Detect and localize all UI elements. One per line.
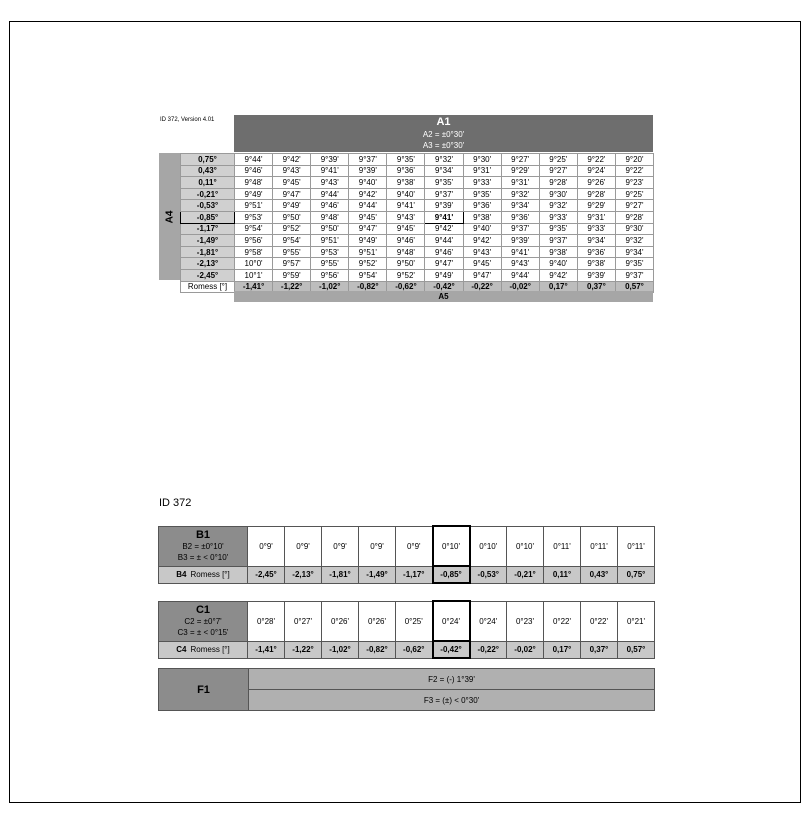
table-cell: 9°39' <box>349 165 387 177</box>
table-cell: 9°53' <box>311 246 349 258</box>
romess-value: -0,22° <box>470 641 507 658</box>
romess-value: -0,82° <box>359 641 396 658</box>
value-cell: 0°9' <box>285 526 322 566</box>
table-cell: 9°54' <box>349 269 387 281</box>
romess-value: -0,02° <box>501 281 539 293</box>
table-cell: 9°34' <box>501 200 539 212</box>
value-cell: 0°9' <box>396 526 433 566</box>
row-label: -2,45° <box>181 269 235 281</box>
table-cell: 9°30' <box>463 154 501 166</box>
table-cell: 9°45' <box>387 223 425 235</box>
value-cell: 0°22' <box>544 601 581 641</box>
table-cell: 9°38' <box>463 211 501 223</box>
table-a-subtitle-2: A3 = ±0°30' <box>422 141 465 150</box>
table-cell: 9°48' <box>387 246 425 258</box>
value-cell: 0°21' <box>618 601 655 641</box>
table-cell: 9°29' <box>577 200 615 212</box>
table-cell: 9°43' <box>463 246 501 258</box>
table-cell: 9°38' <box>387 177 425 189</box>
romess-value: 0,75° <box>618 566 655 583</box>
romess-value: -2,45° <box>248 566 285 583</box>
table-cell: 9°48' <box>235 177 273 189</box>
table-cell: 9°45' <box>349 211 387 223</box>
romess-value: -1,41° <box>235 281 273 293</box>
table-c-romess-text: Romess [°] <box>190 645 230 654</box>
table-cell: 9°39' <box>501 235 539 247</box>
table-cell: 9°35' <box>425 177 463 189</box>
table-cell: 9°50' <box>273 211 311 223</box>
table-cell: 9°25' <box>615 188 653 200</box>
table-row <box>181 177 654 189</box>
romess-value: -0,42° <box>425 281 463 293</box>
table-a-title: A1 <box>436 116 451 128</box>
table-cell: 9°55' <box>311 258 349 270</box>
table-cell: 9°51' <box>349 246 387 258</box>
romess-value: -0,53° <box>470 566 507 583</box>
value-cell: 0°25' <box>396 601 433 641</box>
table-cell: 9°45' <box>463 258 501 270</box>
table-b-romess-code: B4 <box>176 570 187 579</box>
table-cell: 9°36' <box>577 246 615 258</box>
table-row <box>181 188 654 200</box>
table-cell: 9°52' <box>387 269 425 281</box>
romess-label: Romess [°] <box>181 281 235 293</box>
romess-value: -1,17° <box>396 566 433 583</box>
table-cell: 9°47' <box>425 258 463 270</box>
table-row <box>181 154 654 166</box>
table-row <box>181 165 654 177</box>
table-cell: 9°20' <box>615 154 653 166</box>
table-cell: 9°38' <box>539 246 577 258</box>
table-cell: 9°33' <box>577 223 615 235</box>
romess-value: 0,43° <box>581 566 618 583</box>
table-cell: 9°41' <box>387 200 425 212</box>
table-cell: 9°54' <box>235 223 273 235</box>
romess-value: 0,17° <box>539 281 577 293</box>
table-cell: 9°25' <box>539 154 577 166</box>
table-f-title: F1 <box>159 669 249 710</box>
table-cell: 9°36' <box>463 200 501 212</box>
table-cell: 9°27' <box>501 154 539 166</box>
table-cell: 9°32' <box>539 200 577 212</box>
table-cell: 9°27' <box>539 165 577 177</box>
table-row <box>181 211 654 223</box>
table-row <box>181 269 654 281</box>
table-c-line-2: C3 = ± < 0°15' <box>177 627 229 637</box>
romess-value: 0,17° <box>544 641 581 658</box>
value-cell: 0°24' <box>470 601 507 641</box>
table-c-romess-label <box>159 641 248 658</box>
romess-value: -2,13° <box>285 566 322 583</box>
table-cell: 9°30' <box>615 223 653 235</box>
table-cell: 9°40' <box>539 258 577 270</box>
romess-value: -0,85° <box>433 566 470 583</box>
table-f-line-1: F2 = (-) 1°39' <box>249 669 654 690</box>
table-row <box>181 235 654 247</box>
table-cell: 9°41' <box>311 165 349 177</box>
table-a-grid <box>180 153 654 293</box>
table-cell: 9°47' <box>463 269 501 281</box>
table-cell: 9°42' <box>463 235 501 247</box>
table-cell: 9°49' <box>349 235 387 247</box>
value-cell: 0°24' <box>433 601 470 641</box>
romess-value: -0,21° <box>507 566 544 583</box>
value-cell: 0°26' <box>359 601 396 641</box>
value-cell: 0°9' <box>359 526 396 566</box>
table-a-header <box>234 115 653 152</box>
row-label: -1,17° <box>181 223 235 235</box>
row-label: -0,21° <box>181 188 235 200</box>
table-cell: 9°27' <box>615 200 653 212</box>
table-b <box>158 525 655 584</box>
table-cell: 9°43' <box>311 177 349 189</box>
table-cell: 9°44' <box>311 188 349 200</box>
romess-value: -0,42° <box>433 641 470 658</box>
row-label: 0,43° <box>181 165 235 177</box>
table-cell: 9°28' <box>539 177 577 189</box>
table-cell: 9°37' <box>349 154 387 166</box>
value-cell: 0°9' <box>248 526 285 566</box>
table-cell: 9°36' <box>387 165 425 177</box>
table-b-label <box>159 526 248 566</box>
romess-value: 0,57° <box>618 641 655 658</box>
table-cell: 9°35' <box>539 223 577 235</box>
table-row <box>181 223 654 235</box>
table-cell: 9°31' <box>501 177 539 189</box>
value-cell: 0°11' <box>618 526 655 566</box>
table-row <box>181 258 654 270</box>
table-cell: 9°40' <box>463 223 501 235</box>
table-cell: 9°39' <box>425 200 463 212</box>
table-cell: 9°47' <box>349 223 387 235</box>
table-cell: 9°38' <box>577 258 615 270</box>
table-cell: 10°0' <box>235 258 273 270</box>
value-cell: 0°28' <box>248 601 285 641</box>
value-cell: 0°10' <box>470 526 507 566</box>
table-cell: 9°59' <box>273 269 311 281</box>
table-cell: 9°28' <box>615 211 653 223</box>
table-c-title: C1 <box>195 603 211 616</box>
table-cell: 9°34' <box>425 165 463 177</box>
table-cell: 9°33' <box>539 211 577 223</box>
table-cell: 9°36' <box>501 211 539 223</box>
table-cell: 9°31' <box>577 211 615 223</box>
table-cell: 9°53' <box>235 211 273 223</box>
row-label: -1,81° <box>181 246 235 258</box>
table-cell: 9°32' <box>615 235 653 247</box>
table-c-label <box>159 601 248 641</box>
table-f <box>158 668 655 711</box>
table-row <box>181 246 654 258</box>
version-note: ID 372, Version 4.01 <box>160 117 215 123</box>
table-cell: 9°35' <box>463 188 501 200</box>
table-cell: 9°43' <box>273 165 311 177</box>
table-b-romess-label <box>159 566 248 583</box>
romess-value: -1,22° <box>273 281 311 293</box>
table-cell: 9°34' <box>577 235 615 247</box>
table-b-line-2: B3 = ± < 0°10' <box>177 552 229 562</box>
table-b-romess-text: Romess [°] <box>190 570 230 579</box>
table-cell: 9°29' <box>501 165 539 177</box>
romess-value: -0,62° <box>396 641 433 658</box>
romess-value: -1,02° <box>311 281 349 293</box>
table-cell: 9°58' <box>235 246 273 258</box>
value-cell: 0°26' <box>322 601 359 641</box>
table-cell: 9°44' <box>501 269 539 281</box>
romess-value: 0,37° <box>577 281 615 293</box>
value-cell: 0°23' <box>507 601 544 641</box>
table-cell: 9°45' <box>273 177 311 189</box>
table-cell: 9°42' <box>539 269 577 281</box>
table-cell: 9°56' <box>235 235 273 247</box>
table-cell: 9°46' <box>387 235 425 247</box>
table-cell: 9°51' <box>235 200 273 212</box>
value-cell: 0°9' <box>322 526 359 566</box>
table-cell: 9°32' <box>425 154 463 166</box>
table-cell: 9°52' <box>349 258 387 270</box>
table-cell: 9°42' <box>425 223 463 235</box>
table-cell: 9°33' <box>463 177 501 189</box>
table-cell: 9°46' <box>425 246 463 258</box>
table-cell: 9°46' <box>235 165 273 177</box>
table-cell: 9°51' <box>311 235 349 247</box>
table-cell: 9°32' <box>501 188 539 200</box>
romess-value: -0,22° <box>463 281 501 293</box>
table-cell: 9°52' <box>273 223 311 235</box>
romess-value: -1,22° <box>285 641 322 658</box>
row-label: -2,13° <box>181 258 235 270</box>
row-label: 0,75° <box>181 154 235 166</box>
romess-value: -0,02° <box>507 641 544 658</box>
table-cell: 9°41' <box>425 211 463 223</box>
table-cell: 9°48' <box>311 211 349 223</box>
table-c-line-1: C2 = ±0°7' <box>184 616 222 626</box>
table-a-side-label <box>159 153 180 280</box>
table-b-title: B1 <box>195 528 211 541</box>
row-label: -0,53° <box>181 200 235 212</box>
table-c-romess-code: C4 <box>176 645 187 654</box>
table-cell: 9°34' <box>615 246 653 258</box>
section-title: ID 372 <box>159 497 192 509</box>
romess-value: -1,02° <box>322 641 359 658</box>
table-a-side-label-text: A4 <box>164 210 175 223</box>
table-cell: 9°49' <box>273 200 311 212</box>
table-cell: 9°37' <box>539 235 577 247</box>
table-cell: 9°44' <box>235 154 273 166</box>
table-cell: 9°41' <box>501 246 539 258</box>
table-cell: 9°24' <box>577 165 615 177</box>
table-cell: 9°43' <box>501 258 539 270</box>
table-cell: 9°40' <box>349 177 387 189</box>
value-cell: 0°22' <box>581 601 618 641</box>
table-cell: 10°1' <box>235 269 273 281</box>
value-cell: 0°11' <box>544 526 581 566</box>
value-cell: 0°10' <box>507 526 544 566</box>
romess-value: -1,49° <box>359 566 396 583</box>
table-cell: 9°30' <box>539 188 577 200</box>
table-cell: 9°44' <box>425 235 463 247</box>
table-b-line-1: B2 = ±0°10' <box>182 541 224 551</box>
value-cell: 0°10' <box>433 526 470 566</box>
table-cell: 9°42' <box>273 154 311 166</box>
table-cell: 9°54' <box>273 235 311 247</box>
table-cell: 9°22' <box>577 154 615 166</box>
value-cell: 0°11' <box>581 526 618 566</box>
romess-value: -0,82° <box>349 281 387 293</box>
table-cell: 9°28' <box>577 188 615 200</box>
table-row <box>181 200 654 212</box>
table-cell: 9°49' <box>235 188 273 200</box>
table-cell: 9°42' <box>349 188 387 200</box>
table-cell: 9°35' <box>615 258 653 270</box>
table-a-subtitle-1: A2 = ±0°30' <box>422 130 465 139</box>
row-label: 0,11° <box>181 177 235 189</box>
table-cell: 9°49' <box>425 269 463 281</box>
table-cell: 9°37' <box>501 223 539 235</box>
table-c <box>158 600 655 659</box>
table-cell: 9°39' <box>311 154 349 166</box>
romess-value: -1,81° <box>322 566 359 583</box>
table-cell: 9°40' <box>387 188 425 200</box>
value-cell: 0°27' <box>285 601 322 641</box>
table-cell: 9°56' <box>311 269 349 281</box>
table-cell: 9°37' <box>615 269 653 281</box>
romess-value: 0,11° <box>544 566 581 583</box>
table-cell: 9°55' <box>273 246 311 258</box>
table-cell: 9°26' <box>577 177 615 189</box>
row-label: -0,85° <box>181 211 235 223</box>
table-f-line-2: F3 = (±) < 0°30' <box>249 690 654 710</box>
table-cell: 9°43' <box>387 211 425 223</box>
table-cell: 9°57' <box>273 258 311 270</box>
table-cell: 9°50' <box>311 223 349 235</box>
romess-value: -1,41° <box>248 641 285 658</box>
romess-value: 0,57° <box>615 281 653 293</box>
table-cell: 9°50' <box>387 258 425 270</box>
table-cell: 9°37' <box>425 188 463 200</box>
table-cell: 9°46' <box>311 200 349 212</box>
table-cell: 9°39' <box>577 269 615 281</box>
table-cell: 9°44' <box>349 200 387 212</box>
table-cell: 9°22' <box>615 165 653 177</box>
table-cell: 9°35' <box>387 154 425 166</box>
table-cell: 9°31' <box>463 165 501 177</box>
romess-value: -0,62° <box>387 281 425 293</box>
table-cell: 9°23' <box>615 177 653 189</box>
romess-value: 0,37° <box>581 641 618 658</box>
table-a-bottom-label: A5 <box>234 291 653 302</box>
table-cell: 9°47' <box>273 188 311 200</box>
row-label: -1,49° <box>181 235 235 247</box>
